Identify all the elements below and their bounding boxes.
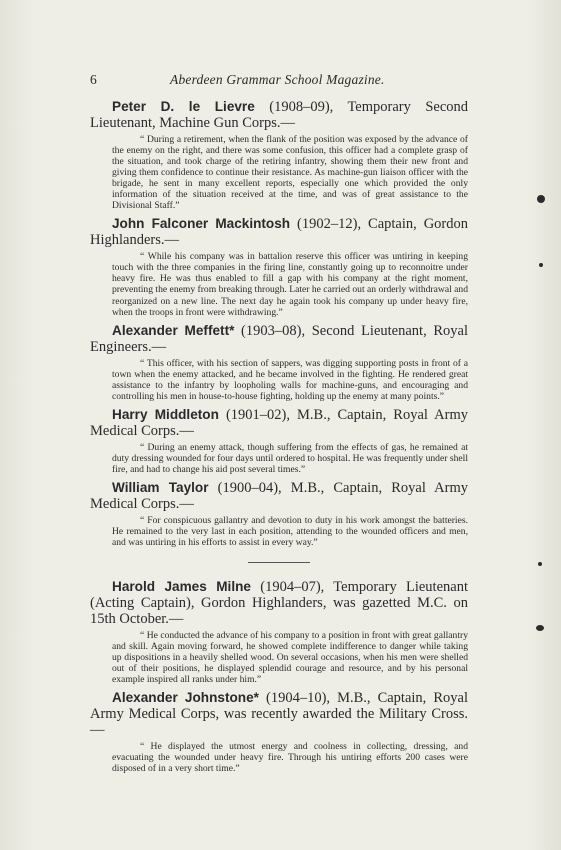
citation-quote: “ During an enemy attack, though suffering from the effects of gas, he remained at duty dressing wounded for four days until ordered to hospital. He was frequently under shell fire, and had to change his aid post several times.” bbox=[112, 441, 468, 475]
officer-name: Peter D. le Lievre bbox=[112, 99, 255, 114]
binding-hole-mark bbox=[536, 625, 544, 631]
citation-entry bbox=[90, 407, 468, 475]
section-divider bbox=[248, 562, 310, 563]
citation-entry bbox=[90, 690, 468, 774]
citation-entry bbox=[90, 99, 468, 211]
citation-entry bbox=[90, 579, 468, 685]
citation-quote: “ While his company was in battalion reserve this officer was untiring in keeping touch with the three companies in the firing line, constantly going up to reconnoitre under heavy fire. He was thus enabled to fill a gap with his company at the right moment, preventing the enemy from breaking through. Later he carried out an orderly withdrawal and reorganized on a new line. The next day he again took his company up under heavy fire, when the troops in front were withdrawing.” bbox=[112, 251, 468, 318]
magazine-title: Aberdeen Grammar School Magazine. bbox=[170, 72, 385, 87]
article-body bbox=[90, 99, 468, 779]
officer-name: William Taylor bbox=[112, 479, 209, 495]
citation-heading bbox=[90, 99, 468, 131]
binding-hole-mark bbox=[537, 195, 545, 203]
page-number: 6 bbox=[90, 72, 97, 87]
officer-details: (1903–08), Second Lieutenant, Royal Engineers.— bbox=[90, 322, 468, 355]
binding-hole-mark bbox=[539, 263, 543, 267]
citation-entry bbox=[90, 323, 468, 402]
officer-name: Alexander Johnstone* bbox=[112, 690, 259, 706]
officer-name: Harold James Milne bbox=[112, 579, 251, 595]
officer-details: (1908–09), Temporary Second Lieutenant, Machine Gun Corps.— bbox=[90, 99, 468, 131]
citation-quote: “ For conspicuous gallantry and devotion to duty in his work amongst the batteries. He remained to the very last in each position, attending to the wounded officers and men, and was untiring in his efforts to assist in every way.” bbox=[112, 514, 468, 549]
officer-name: John Falconer Mackintosh bbox=[112, 216, 291, 232]
officer-details: (1900–04), M.B., Captain, Royal Army Medical Corps.— bbox=[90, 479, 468, 512]
officer-details: (1902–12), Captain, Gordon Highlanders.— bbox=[90, 216, 468, 249]
citation-heading bbox=[90, 407, 468, 439]
citation-heading bbox=[90, 216, 468, 248]
citation-heading bbox=[90, 323, 468, 355]
citation-quote: “ He displayed the utmost energy and coolness in collecting, dressing, and evacuating the wounded under heavy fire. Through his untiring efforts 200 cases were disposed of in a very short time.” bbox=[112, 741, 468, 775]
citation-quote: “ This officer, with his section of sappers, was digging supporting posts in front of a town when the enemy attacked, and he became involved in the fighting. He rendered great assistance to the infantry by loopholing walls for machine-guns, and encouraging and controlling his men in house-to-house fighting, holding up the enemy at many points.” bbox=[112, 357, 468, 402]
citation-heading bbox=[90, 480, 468, 512]
citation-entry bbox=[90, 216, 468, 317]
running-header bbox=[90, 72, 468, 92]
officer-details: (1904–10), M.B., Captain, Royal Army Medical Corps, was recently awarded the Military Cross.— bbox=[90, 690, 468, 739]
citation-heading bbox=[90, 690, 468, 738]
citation-quote: “ He conducted the advance of his company to a position in front with great gallantry and skill. Again moving forward, he showed complete indifference to danger while taking up dispositions in a heavily shelled wood. On several occasions, when his men were shelled out of their positions, he displayed splendid courage and resource, and by his personal example inspired all ranks under him.” bbox=[112, 630, 468, 686]
citation-entry bbox=[90, 480, 468, 548]
citation-heading bbox=[90, 579, 468, 627]
officer-details: (1904–07), Temporary Lieutenant (Acting Captain), Gordon Highlanders, was gazetted M.C. on 15th October.— bbox=[90, 579, 468, 628]
binding-hole-mark bbox=[538, 562, 542, 566]
officer-name: Harry Middleton bbox=[112, 406, 219, 422]
officer-details: (1901–02), M.B., Captain, Royal Army Medical Corps.— bbox=[90, 406, 468, 439]
citation-quote: “ During a retirement, when the flank of the position was exposed by the advance of the enemy on the right, and there was some confusion, this officer had a complete grasp of the situation, and took charge of the retiring infantry, showing them their new front and giving them confidence to continue their resistance. As machine-gun liaison officer with the brigade, he sent in many excellent reports, especially one which provided the only information of the situation received at the time, and was of great assistance to the Divisional Staff.” bbox=[112, 134, 468, 212]
officer-name: Alexander Meffett* bbox=[112, 322, 235, 338]
